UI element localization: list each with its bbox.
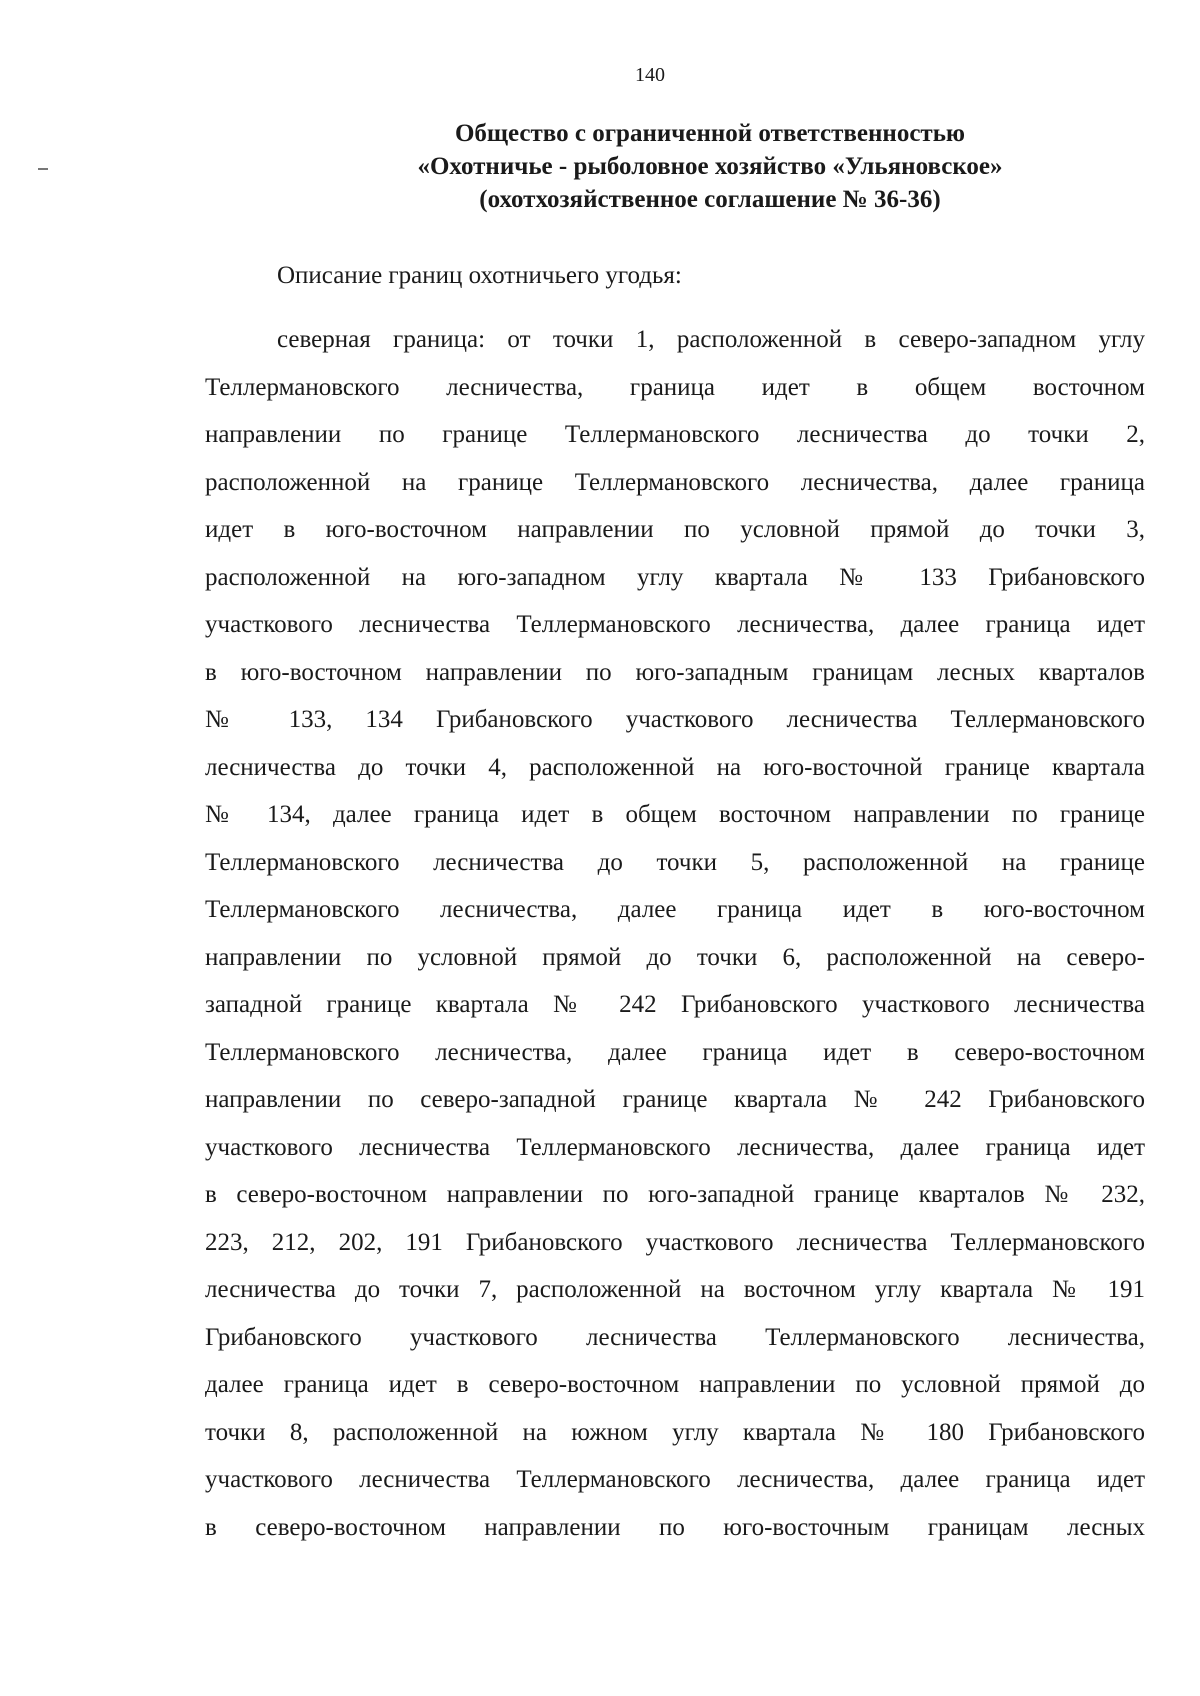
intro-text: Описание границ охотничьего угодья: (277, 262, 682, 289)
paragraph-line: далее граница идет в северо-восточном направлении по условной прямой до (205, 1371, 1145, 1398)
paragraph-line: Теллермановского лесничества до точки 5, расположенной на границе (205, 848, 1145, 876)
paragraph-line: в северо-восточном направлении по юго-восточным границам лесных (205, 1513, 1145, 1541)
paragraph-line: Теллермановского лесничества, далее граница идет в северо-восточном (205, 1038, 1145, 1066)
heading-line-1: Общество с ограниченной ответственностью (454, 120, 966, 147)
paragraph-line: северная граница: от точки 1, расположенной в северо-западном углу (277, 326, 1145, 353)
document-heading (200, 117, 1200, 216)
paragraph-line: направлении по условной прямой до точки 6, расположенной на северо- (205, 943, 1145, 971)
paragraph-line: направлении по границе Теллермановского лесничества до точки 2, (205, 421, 1145, 448)
paragraph-line: Теллермановского лесничества, граница идет в общем восточном (205, 373, 1145, 401)
paragraph-line: Теллермановского лесничества, далее граница идет в юго-восточном (205, 896, 1145, 923)
paragraph-line: направлении по северо-западной границе квартала № 242 Грибановского (205, 1086, 1145, 1113)
paragraph-line: № 133, 134 Грибановского участкового лесничества Теллермановского (205, 706, 1145, 733)
page-number: 140 (635, 64, 665, 86)
paragraph-line: лесничества до точки 7, расположенной на восточном углу квартала № 191 (205, 1276, 1145, 1303)
paragraph-line: участкового лесничества Теллермановского лесничества, далее граница идет (205, 1133, 1145, 1161)
paragraph-line: западной границе квартала № 242 Грибановского участкового лесничества (205, 991, 1145, 1018)
paragraph-line: лесничества до точки 4, расположенной на юго-восточной границе квартала (205, 753, 1145, 781)
paragraph-line: идет в юго-восточном направлении по условной прямой до точки 3, (205, 516, 1145, 543)
paragraph-line: точки 8, расположенной на южном углу квартала № 180 Грибановского (205, 1418, 1145, 1446)
boundary-description-paragraph (205, 316, 1145, 1551)
paragraph-line: 223, 212, 202, 191 Грибановского участкового лесничества Теллермановского (205, 1228, 1145, 1256)
scan-artifact-mark (38, 168, 48, 170)
paragraph-line: расположенной на границе Теллермановского лесничества, далее граница (205, 468, 1145, 496)
heading-line-3: (охотхозяйственное соглашение № 36-36) (479, 186, 941, 213)
paragraph-line: расположенной на юго-западном углу квартала № 133 Грибановского (205, 563, 1145, 591)
paragraph-line: Грибановского участкового лесничества Теллермановского лесничества, (205, 1323, 1145, 1351)
paragraph-line: в северо-восточном направлении по юго-западной границе кварталов № 232, (205, 1181, 1145, 1208)
paragraph-line: № 134, далее граница идет в общем восточном направлении по границе (205, 801, 1145, 828)
heading-line-2: «Охотничье - рыболовное хозяйство «Ульяновское» (417, 153, 1003, 180)
paragraph-line: участкового лесничества Теллермановского лесничества, далее граница идет (205, 1466, 1145, 1493)
paragraph-line: участкового лесничества Теллермановского лесничества, далее граница идет (205, 611, 1145, 638)
paragraph-line: в юго-восточном направлении по юго-западным границам лесных кварталов (205, 658, 1145, 686)
